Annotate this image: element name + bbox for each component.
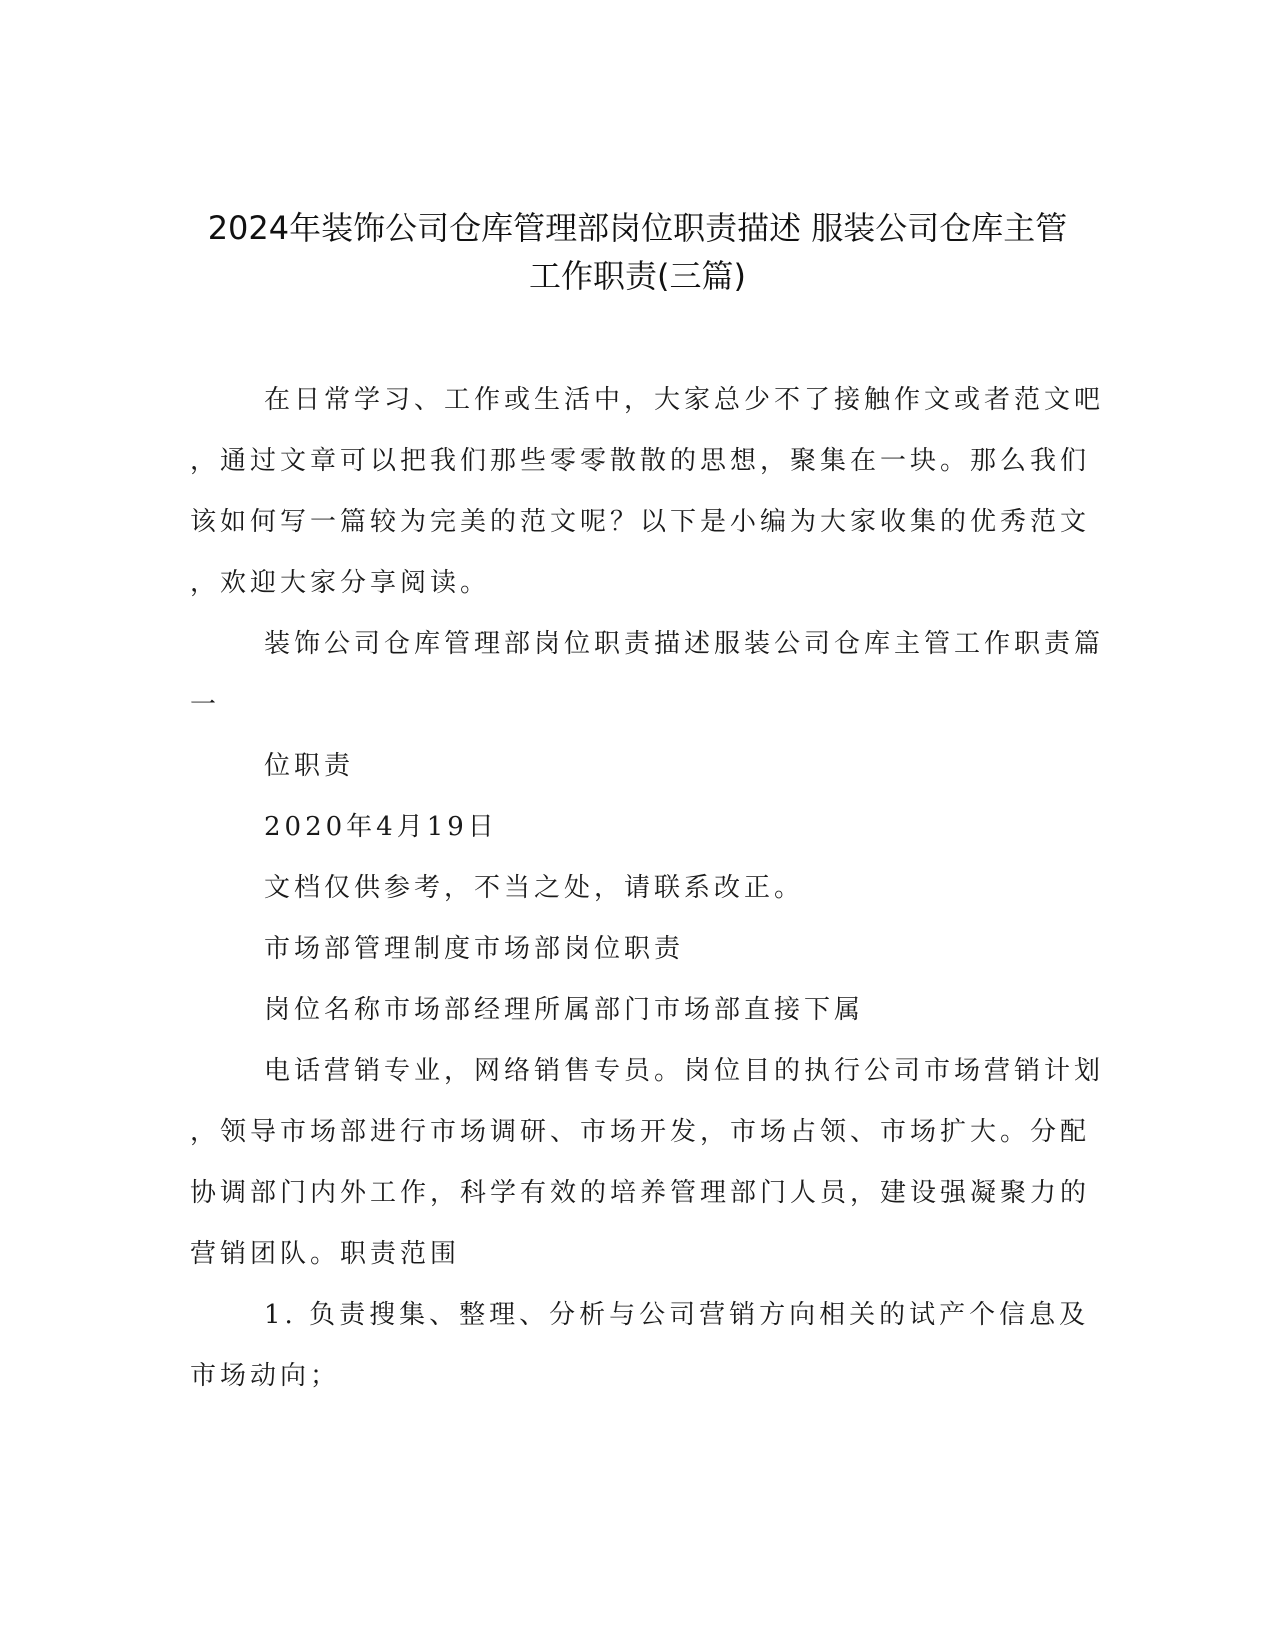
document-title	[170, 204, 1105, 300]
paragraph-line: 营销团队。职责范围	[190, 1239, 461, 1269]
paragraph-line: 市场部管理制度市场部岗位职责	[264, 934, 685, 964]
paragraph-line: ，欢迎大家分享阅读。	[190, 568, 491, 598]
title-line-1: 2024年装饰公司仓库管理部岗位职责描述 服装公司仓库主管	[207, 209, 1068, 247]
list-item-line: 1. 负责搜集、整理、分析与公司营销方向相关的试产个信息及	[264, 1300, 1090, 1330]
paragraph-line: ，领导市场部进行市场调研、市场开发，市场占领、市场扩大。分配	[190, 1117, 1091, 1147]
paragraph-line: 该如何写一篇较为完美的范文呢？以下是小编为大家收集的优秀范文	[190, 507, 1091, 537]
date-line: 2020年4月19日	[264, 812, 498, 842]
title-line-2: 工作职责(三篇)	[529, 257, 746, 295]
paragraph-line: 在日常学习、工作或生活中，大家总少不了接触作文或者范文吧	[264, 385, 1105, 415]
paragraph-line: 岗位名称市场部经理所属部门市场部直接下属	[264, 995, 865, 1025]
paragraph-line: 位职责	[264, 751, 355, 781]
paragraph-line: ，通过文章可以把我们那些零零散散的思想，聚集在一块。那么我们	[190, 446, 1091, 476]
section-heading-line: 一	[190, 690, 221, 720]
list-item-line: 市场动向；	[190, 1361, 341, 1391]
notice-line: 文档仅供参考，不当之处，请联系改正。	[264, 873, 805, 903]
paragraph-line: 协调部门内外工作，科学有效的培养管理部门人员，建设强凝聚力的	[190, 1178, 1091, 1208]
section-heading-line: 装饰公司仓库管理部岗位职责描述服装公司仓库主管工作职责篇	[264, 629, 1105, 659]
paragraph-line: 电话营销专业，网络销售专员。岗位目的执行公司市场营销计划	[264, 1056, 1105, 1086]
document-body	[190, 370, 1105, 1407]
